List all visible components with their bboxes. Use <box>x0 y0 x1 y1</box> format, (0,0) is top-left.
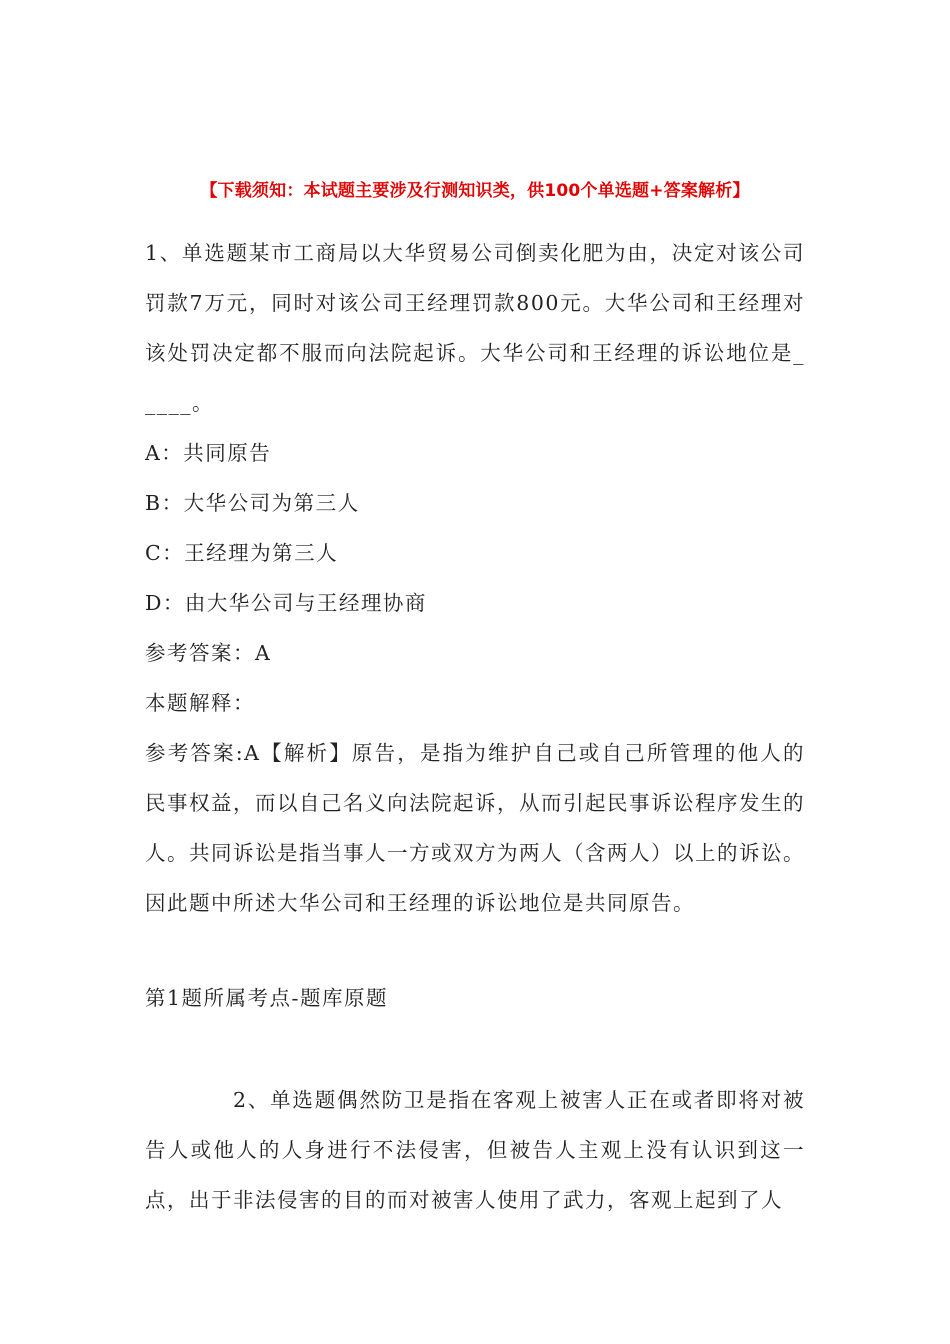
question-2 <box>145 1075 805 1225</box>
reference-answer: 参考答案：A <box>145 641 272 665</box>
option-d: D：由大华公司与王经理协商 <box>145 591 427 615</box>
explanation-text: 参考答案:A【解析】原告，是指为维护自己或自己所管理的他人的民事权益，而以自己名义向法院起诉，从而引起民事诉讼程序发生的人。共同诉讼是指当事人一方或双方为两人（含两人）以上的诉讼。因此题中所述大华公司和王经理的诉讼地位是共同原告。 <box>145 741 805 915</box>
question-1-stem: 1、单选题某市工商局以大华贸易公司倒卖化肥为由，决定对该公司罚款7万元，同时对该公司王经理罚款800元。大华公司和王经理对该处罚决定都不服而向法院起诉。大华公司和王经理的诉讼地位是_____。 <box>145 241 805 415</box>
question-2-stem: 2、单选题偶然防卫是指在客观上被害人正在或者即将对被告人或他人的人身进行不法侵害，但被告人主观上没有认识到这一点，出于非法侵害的目的而对被害人使用了武力，客观上起到了人 <box>145 1088 805 1212</box>
explanation-label: 本题解释： <box>145 691 255 715</box>
option-a: A：共同原告 <box>145 441 272 465</box>
question-1 <box>145 228 805 928</box>
download-notice: 【下载须知：本试题主要涉及行测知识类，供100个单选题+答案解析】 <box>200 181 750 201</box>
question-1-topic: 第1题所属考点-题库原题 <box>145 986 388 1010</box>
option-c: C：王经理为第三人 <box>145 541 339 565</box>
option-b: B：大华公司为第三人 <box>145 491 360 515</box>
